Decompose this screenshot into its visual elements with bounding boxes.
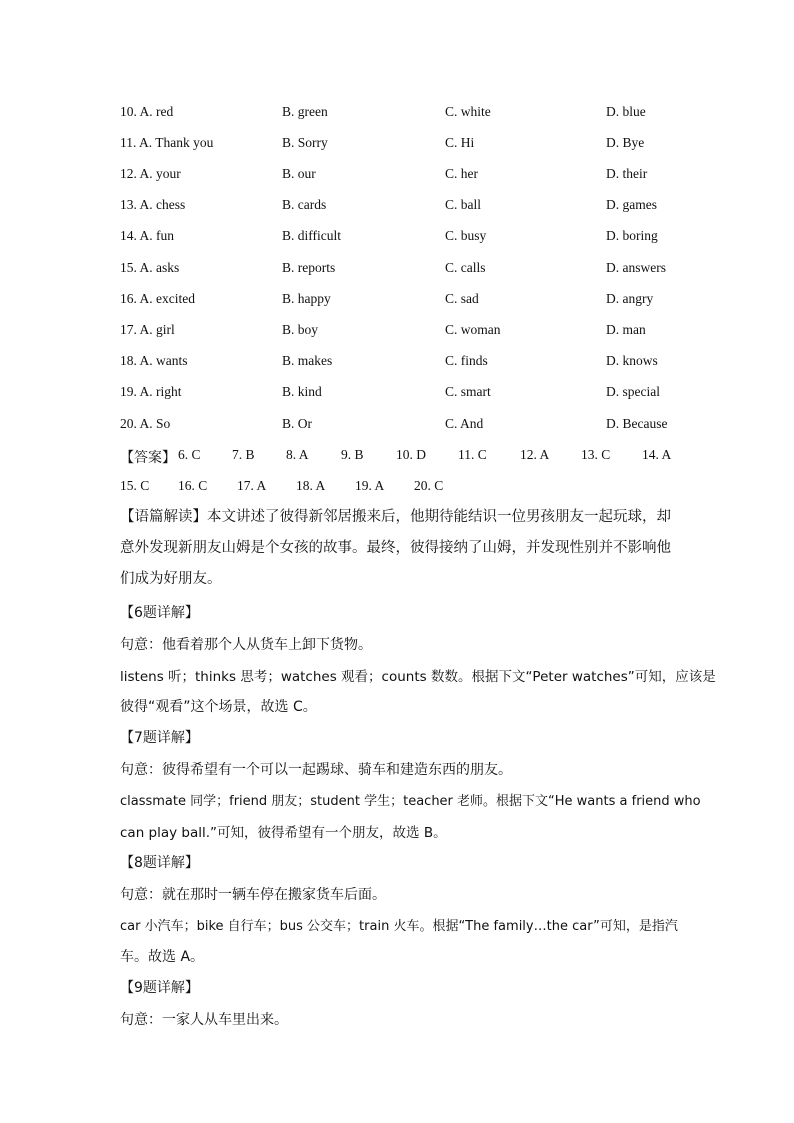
detail-meaning-6: 句意：他看着那个人从货车上卸下货物。 [120, 637, 372, 653]
option-row-10 [120, 104, 700, 126]
detail-line: 彼得“观看”这个场景，故选 C。 [120, 699, 317, 715]
option-d: D. man [606, 322, 646, 337]
question-number-option-a: 17. A. girl [120, 322, 175, 337]
detail-heading-8: 【8题详解】 [120, 855, 199, 871]
question-number-option-a: 20. A. So [120, 416, 171, 431]
option-d: D. special [606, 384, 660, 399]
answer-item: 11. C [458, 447, 487, 462]
detail-meaning-9: 句意：一家人从车里出来。 [120, 1012, 288, 1028]
option-row-17 [120, 322, 700, 344]
answer-label: 【答案】 [120, 450, 176, 466]
answer-item: 16. C [178, 478, 208, 493]
answer-item: 19. A [355, 478, 385, 493]
answer-item: 6. C [178, 447, 201, 462]
option-b: B. boy [282, 322, 319, 337]
option-d: D. their [606, 166, 648, 181]
option-c: C. And [445, 416, 484, 431]
detail-heading-6: 【6题详解】 [120, 605, 199, 621]
question-number-option-a: 14. A. fun [120, 228, 174, 243]
option-b: B. happy [282, 291, 331, 306]
option-b: B. cards [282, 197, 327, 212]
option-row-14 [120, 228, 700, 250]
detail-meaning-7: 句意：彼得希望有一个可以一起踢球、骑车和建造东西的朋友。 [120, 762, 512, 778]
interpretation-paragraph [120, 502, 680, 595]
detail-heading-9: 【9题详解】 [120, 980, 199, 996]
answer-item: 9. B [341, 447, 364, 462]
option-d: D. boring [606, 228, 658, 243]
option-c: C. ball [445, 197, 481, 212]
detail-line: 车。故选 A。 [120, 949, 205, 965]
answer-item: 13. C [581, 447, 611, 462]
detail-line: can play ball.”可知，彼得希望有一个朋友，故选 B。 [120, 825, 447, 841]
option-row-12 [120, 166, 700, 188]
option-c: C. calls [445, 260, 486, 275]
question-number-option-a: 13. A. chess [120, 197, 186, 212]
answer-item: 7. B [232, 447, 255, 462]
option-b: B. reports [282, 260, 336, 275]
answer-line-1 [120, 447, 700, 469]
option-b: B. kind [282, 384, 322, 399]
option-b: B. Or [282, 416, 312, 431]
answer-item: 18. A [296, 478, 326, 493]
option-c: C. woman [445, 322, 501, 337]
option-row-18 [120, 353, 700, 375]
option-row-16 [120, 291, 700, 313]
detail-line: listens 听；thinks 思考；watches 观看；counts 数数。根据下文“Peter watches”可知，应该是 [120, 669, 716, 685]
option-b: B. difficult [282, 228, 341, 243]
option-c: C. finds [445, 353, 488, 368]
option-row-20 [120, 416, 700, 438]
option-row-13 [120, 197, 700, 219]
option-b: B. green [282, 104, 328, 119]
question-number-option-a: 18. A. wants [120, 353, 188, 368]
answer-item: 10. D [396, 447, 426, 462]
detail-heading-7: 【7题详解】 [120, 730, 199, 746]
question-number-option-a: 15. A. asks [120, 260, 180, 275]
option-d: D. games [606, 197, 657, 212]
option-b: B. makes [282, 353, 333, 368]
answer-item: 14. A [642, 447, 672, 462]
option-d: D. Bye [606, 135, 645, 150]
answer-item: 8. A [286, 447, 309, 462]
option-d: D. knows [606, 353, 658, 368]
detail-line: car 小汽车；bike 自行车；bus 公交车；train 火车。根据“The family…the car”可知，是指汽 [120, 919, 678, 934]
option-d: D. Because [606, 416, 668, 431]
option-c: C. smart [445, 384, 491, 399]
question-number-option-a: 16. A. excited [120, 291, 195, 306]
detail-meaning-8: 句意：就在那时一辆车停在搬家货车后面。 [120, 887, 386, 903]
detail-line: classmate 同学；friend 朋友；student 学生；teacher 老师。根据下文“He wants a friend who [120, 794, 701, 809]
option-d: D. answers [606, 260, 666, 275]
question-number-option-a: 19. A. right [120, 384, 182, 399]
option-d: D. angry [606, 291, 654, 306]
option-b: B. Sorry [282, 135, 328, 150]
question-number-option-a: 10. A. red [120, 104, 174, 119]
option-d: D. blue [606, 104, 646, 119]
option-row-15 [120, 260, 700, 282]
answer-item: 12. A [520, 447, 550, 462]
answer-item: 17. A [237, 478, 267, 493]
question-number-option-a: 12. A. your [120, 166, 181, 181]
question-number-option-a: 11. A. Thank you [120, 135, 214, 150]
option-c: C. Hi [445, 135, 475, 150]
option-c: C. white [445, 104, 491, 119]
option-c: C. her [445, 166, 478, 181]
option-row-11 [120, 135, 700, 157]
option-b: B. our [282, 166, 316, 181]
option-row-19 [120, 384, 700, 406]
option-c: C. busy [445, 228, 487, 243]
interpretation-text: 本文讲述了彼得新邻居搬来后，他期待能结识一位男孩朋友一起玩球，却意外发现新朋友山姆是个女孩的故事。最终，彼得接纳了山姆，并发现性别并不影响他们成为好朋友。 [120, 509, 671, 587]
answer-item: 20. C [414, 478, 444, 493]
option-c: C. sad [445, 291, 479, 306]
answer-item: 15. C [120, 478, 150, 493]
interpretation-label: 【语篇解读】 [120, 509, 207, 525]
answer-line-2 [120, 478, 700, 500]
